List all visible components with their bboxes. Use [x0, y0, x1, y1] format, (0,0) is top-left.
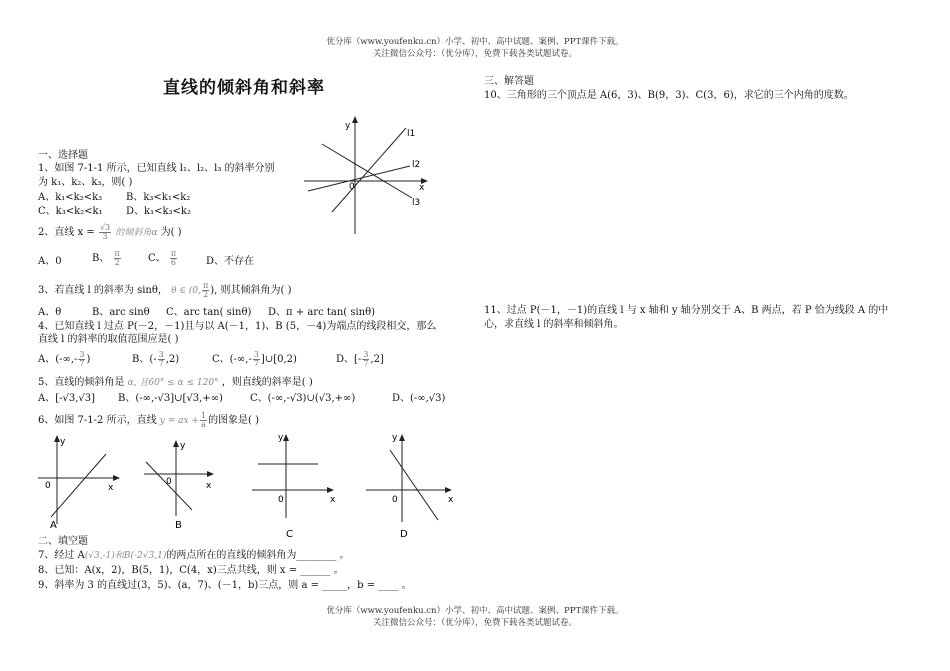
q8: 8、已知：A(x，2)，B(5，1)，C(4，x)三点共线，则 x = ______ 。: [38, 565, 344, 576]
fig1-y-arrow: [352, 116, 358, 123]
graph-d-caption: D: [400, 529, 408, 540]
graph-d-x-label: x: [448, 495, 454, 505]
q3-option-b: B、arc sinθ: [92, 307, 150, 318]
q1-option-d: D、k₁<k₃<k₂: [126, 206, 191, 217]
q11-text-1: 11、过点 P(－1，－1)的直线 l 与 x 轴和 y 轴分别交于 A、B 两点，若 P 恰为线段 A 的中: [484, 305, 889, 316]
graph-c-caption: C: [286, 529, 293, 540]
q6-stem: [38, 412, 259, 429]
q6-post: 的图象是( ): [208, 415, 260, 426]
q4-option-b-end: ,2): [165, 354, 180, 365]
q4-option-b-den: 7: [158, 359, 164, 368]
fig1-origin-label: 0: [349, 182, 355, 192]
graph-b-caption: B: [175, 520, 182, 531]
q4-option-d-fraction: [362, 351, 369, 368]
q2-option-c: [148, 250, 178, 267]
graph-d: [362, 430, 460, 542]
q4-option-b-num: 3: [158, 350, 164, 359]
q3-fraction: [202, 282, 209, 299]
page-title: 直线的倾斜角和斜率: [163, 78, 325, 98]
q4-option-d-den: 7: [363, 359, 369, 368]
q10: 10、三角形的三个顶点是 A(6，3)、B(9，3)、C(3，6)，求它的三个内角的度数。: [484, 90, 854, 101]
q4-option-d-num: 3: [363, 350, 369, 359]
q4-option-c-end: ]∪[0,2): [260, 354, 297, 365]
q11-text-2: 心，求直线 l 的斜率和倾斜角。: [484, 319, 624, 330]
q2-frac-den: 3: [102, 232, 108, 241]
graph-c-x-label: x: [330, 495, 336, 505]
q7: [38, 550, 350, 563]
q2-option-c-label: C、: [148, 253, 166, 264]
q2-frac-num: √3: [99, 223, 111, 232]
q3-option-c: C、arc tan( sinθ): [166, 307, 252, 318]
graph-c: [248, 430, 344, 542]
footer-line-2: 关注微信公众号：（优分库），免费下载各类试题试卷。: [372, 618, 577, 628]
q6-fraction: [200, 412, 207, 429]
q3-option-a: A、θ: [38, 307, 62, 318]
q4-option-d-pre: D、[-: [336, 354, 362, 365]
graph-a-line: [51, 454, 106, 517]
q4-option-d: [336, 351, 384, 368]
q2-option-b-num: π: [114, 249, 120, 258]
graph-b-x-label: x: [206, 481, 212, 491]
q4-option-c-den: 7: [253, 359, 259, 368]
q4-option-d-end: ,2]: [370, 354, 384, 365]
q4-option-b-fraction: [158, 351, 165, 368]
q6-pre: 6、如图 7-1-2 所示，直线: [38, 415, 157, 426]
q2-option-b-fraction: [114, 250, 121, 267]
q4-option-a: [38, 351, 90, 368]
q1-option-b: B、k₃<k₁<k₂: [126, 192, 191, 203]
q3-frac-den: 2: [203, 290, 209, 299]
q2-option-a: A、0: [38, 256, 62, 267]
graph-d-origin: 0: [392, 495, 398, 505]
q1-text-1: 1、如图 7-1-1 所示，已知直线 l₁、l₂、l₃ 的斜率分别: [38, 163, 275, 174]
section-fill-heading: 二、填空题: [38, 536, 88, 547]
q2-pre: 2、直线 x =: [38, 227, 95, 238]
q3-pre: 3、若直线 l 的斜率为 sinθ，: [38, 285, 168, 296]
graph-d-y-label: y: [392, 433, 398, 443]
graph-a-y-label: y: [60, 437, 66, 447]
graph-c-origin: 0: [278, 495, 284, 505]
fig1-line-l3: [322, 144, 412, 198]
q5-option-d: D、(-∞,√3): [392, 393, 446, 404]
graph-d-line: [390, 450, 438, 520]
q7-post: 的两点所在的直线的倾斜角为________ 。: [166, 550, 350, 561]
q5-cond: α, 且60° ≤ α ≤ 120°: [127, 378, 219, 388]
q4-text-2: 直线 l 的斜率的取值范围应是( ): [38, 334, 179, 345]
graph-a: [34, 432, 124, 530]
q2-option-c-num: π: [170, 249, 177, 258]
fig1-l2-label: l2: [412, 160, 421, 170]
fig1-l1-label: l1: [407, 129, 416, 139]
q3-stem: [38, 282, 292, 299]
q5-stem: [38, 377, 313, 390]
fig1-l3-label: l3: [412, 198, 421, 208]
q2-option-c-den: 6: [170, 258, 177, 267]
q4-option-a-end: ): [86, 354, 91, 365]
footer-line-1: 优分库（www.youfenku.cn）小学、初中、高中试题、案例、PPT课件下载。: [326, 606, 624, 616]
header-line-2: 关注微信公众号：（优分库），免费下载各类试题试卷。: [372, 49, 577, 59]
q4-option-b: [132, 351, 179, 368]
q4-option-b-pre: B、(-: [132, 354, 157, 365]
q3-post: ), 则其倾斜角为( ): [210, 285, 292, 296]
q4-option-a-den: 7: [79, 359, 85, 368]
q4-option-a-num: 3: [79, 350, 85, 359]
q7-pre: 7、经过 A: [38, 550, 85, 561]
q1-option-a: A、k₁<k₂<k₃: [38, 192, 103, 203]
section-answer-heading: 三、解答题: [484, 76, 534, 87]
q6-frac-den: a: [201, 420, 206, 429]
q2-option-b: [92, 250, 122, 267]
q5-option-a: A、[-√3,√3]: [38, 393, 96, 404]
q2-option-c-fraction: [170, 250, 177, 267]
q4-option-a-fraction: [78, 351, 85, 368]
q2-option-d: D、不存在: [206, 256, 255, 267]
q2-option-b-den: 2: [114, 258, 120, 267]
graph-a-caption: A: [50, 520, 57, 530]
q4-option-c-num: 3: [253, 350, 259, 359]
graph-b-y-label: y: [180, 441, 186, 451]
q1-text-2: 为 k₁、k₂、k₃，则( ): [38, 177, 133, 188]
q2-mid: 的倾斜角α: [115, 228, 158, 238]
graph-b-origin: 0: [166, 477, 172, 487]
graph-b: [140, 436, 224, 532]
fig1-y-label: y: [345, 121, 351, 131]
section-choice-heading: 一、选择题: [38, 150, 88, 161]
q5-option-b: B、(-∞,-√3]∪[√3,+∞): [118, 393, 223, 404]
q2-option-b-label: B、: [92, 253, 110, 264]
q4-option-c-pre: C、(-∞,-: [212, 354, 252, 365]
q4-option-c-fraction: [253, 351, 260, 368]
q7-points: (√3,-1)和B(-2√3,1): [84, 551, 167, 561]
graph-a-origin: 0: [45, 481, 51, 491]
header-line-1: 优分库（www.youfenku.cn）小学、初中、高中试题、案例、PPT课件下载。: [326, 37, 624, 47]
q4-text-1: 4、已知直线 l 过点 P(－2，－1)且与以 A(－1，1)、B (5，－4)为端点的线段相交，那么: [38, 321, 437, 332]
q5-pre: 5、直线的倾斜角是: [38, 377, 125, 388]
q3-cond: θ ∈ (0,: [171, 286, 201, 296]
q4-option-a-pre: A、(-∞,-: [38, 354, 78, 365]
q9: 9、斜率为 3 的直线过(3，5)、(a，7)、(－1，b)三点，则 a = _____，b = ____ 。: [38, 580, 412, 591]
q5-post: ，则直线的斜率是( ): [221, 377, 313, 388]
graph-a-x-label: x: [108, 483, 114, 493]
q4-option-c: [212, 351, 297, 368]
q3-frac-num: π: [202, 281, 209, 290]
q6-formula: y = ax +: [159, 416, 199, 426]
figure-7-1-1: [300, 112, 440, 238]
fig1-x-label: x: [419, 183, 425, 193]
graph-c-y-label: y: [278, 433, 284, 443]
q2-fraction: [99, 224, 111, 241]
q6-frac-num: 1: [200, 411, 207, 420]
q5-option-c: C、(-∞,-√3)∪(√3,+∞): [250, 393, 356, 404]
q3-option-d: D、π + arc tan( sinθ): [268, 307, 376, 318]
q1-option-c: C、k₃<k₂<k₁: [38, 206, 103, 217]
q2-stem: [38, 224, 182, 241]
q2-post: 为( ): [160, 227, 182, 238]
